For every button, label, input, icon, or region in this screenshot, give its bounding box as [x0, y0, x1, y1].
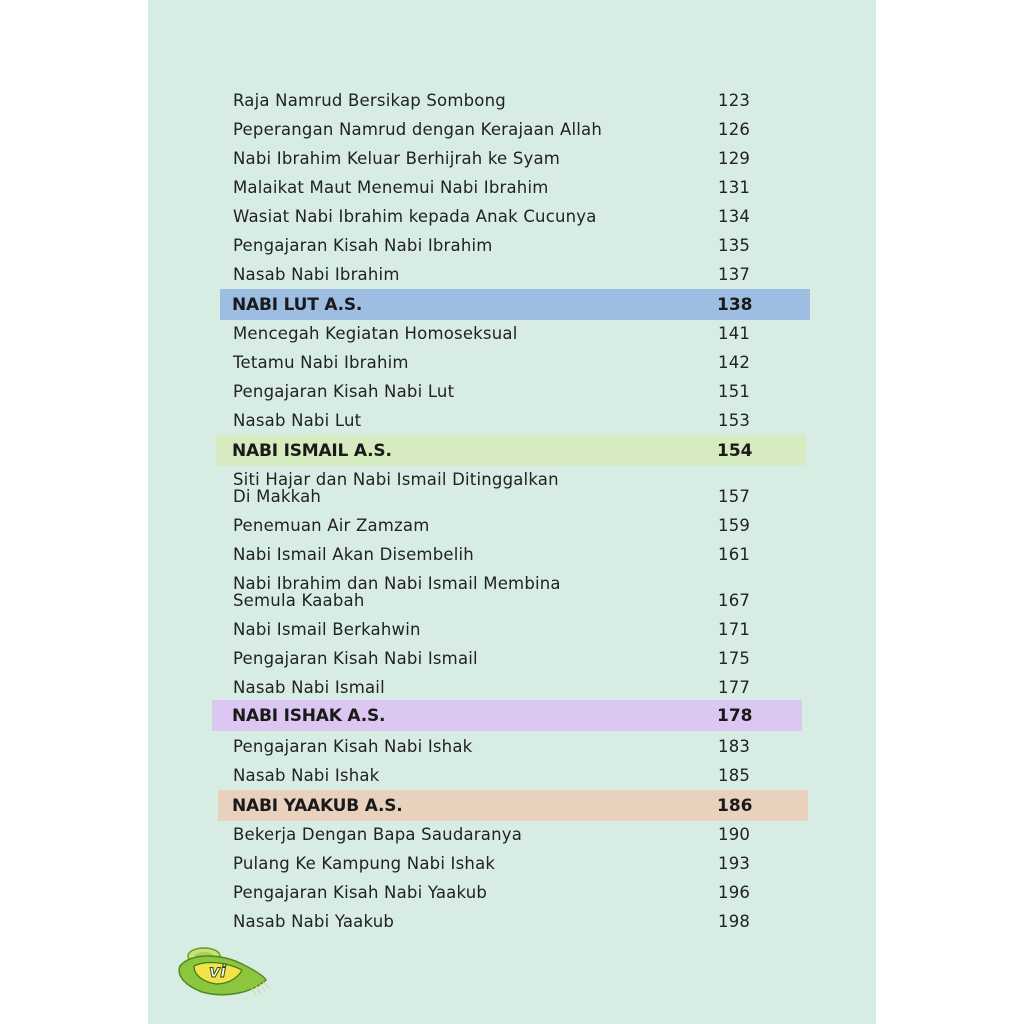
- toc-entry-page: 134: [718, 207, 751, 226]
- toc-entry-title: Wasiat Nabi Ibrahim kepada Anak Cucunya: [233, 207, 597, 226]
- toc-entry-page: 183: [718, 737, 751, 756]
- section-heading-nabi-yaakub[interactable]: [218, 790, 808, 821]
- toc-entry-page: 129: [718, 149, 751, 168]
- toc-entry-title: Nabi Ismail Berkahwin: [233, 620, 421, 639]
- toc-entry-page: 159: [718, 516, 751, 535]
- toc-entry-page: 157: [718, 487, 751, 506]
- toc-entry-page: 190: [718, 825, 751, 844]
- toc-entry-title: Siti Hajar dan Nabi Ismail Ditinggalkan Di Makkah: [233, 470, 559, 506]
- section-title: NABI LUT A.S.: [232, 295, 363, 315]
- toc-entry-title: Nasab Nabi Ibrahim: [233, 265, 400, 284]
- toc-entry-title: Bekerja Dengan Bapa Saudaranya: [233, 825, 523, 844]
- toc-entry[interactable]: [233, 575, 793, 609]
- toc-entry-title: Nasab Nabi Lut: [233, 411, 362, 430]
- toc-entry-title: Mencegah Kegiatan Homoseksual: [233, 324, 518, 343]
- page-number: vi: [209, 962, 226, 982]
- toc-entry-title: Nasab Nabi Ishak: [233, 766, 380, 785]
- toc-entry-page: 185: [718, 766, 751, 785]
- toc-entry-title: Tetamu Nabi Ibrahim: [233, 353, 409, 372]
- toc-entry-title: Pengajaran Kisah Nabi Yaakub: [233, 883, 488, 902]
- section-page: 178: [717, 706, 753, 726]
- toc-entry-title: Nasab Nabi Ismail: [233, 678, 385, 697]
- toc-entry-title: Nasab Nabi Yaakub: [233, 912, 395, 931]
- section-heading-nabi-ishak[interactable]: [212, 700, 802, 731]
- toc-entry-title: Penemuan Air Zamzam: [233, 516, 430, 535]
- toc-entry-title: Malaikat Maut Menemui Nabi Ibrahim: [233, 178, 549, 197]
- toc-entry-title: Pulang Ke Kampung Nabi Ishak: [233, 854, 496, 873]
- section-page: 138: [717, 295, 753, 315]
- toc-entry-title: Pengajaran Kisah Nabi Ibrahim: [233, 236, 493, 255]
- toc-entry-title: Pengajaran Kisah Nabi Ishak: [233, 737, 473, 756]
- toc-entry-page: 151: [718, 382, 751, 401]
- section-title: NABI ISMAIL A.S.: [232, 441, 392, 461]
- toc-entry-title: Peperangan Namrud dengan Kerajaan Allah: [233, 120, 603, 139]
- toc-entry-page: 177: [718, 678, 751, 697]
- toc-entry-page: 161: [718, 545, 751, 564]
- section-heading-nabi-ismail[interactable]: [216, 435, 806, 466]
- toc-entry-title: Nabi Ibrahim dan Nabi Ismail Membina Semula Kaabah: [233, 574, 561, 610]
- section-heading-nabi-lut[interactable]: [220, 289, 810, 320]
- toc-entry-page: 196: [718, 883, 751, 902]
- toc-entry-page: 141: [718, 324, 751, 343]
- toc-entry-page: 198: [718, 912, 751, 931]
- toc-entry-page: 175: [718, 649, 751, 668]
- toc-entry[interactable]: [233, 471, 793, 505]
- toc-entry-page: 193: [718, 854, 751, 873]
- toc-entry-page: 126: [718, 120, 751, 139]
- section-page: 154: [717, 441, 753, 461]
- toc-entry-page: 137: [718, 265, 751, 284]
- toc-entry-page: 123: [718, 91, 751, 110]
- toc-entry-page: 131: [718, 178, 751, 197]
- section-page: 186: [717, 796, 753, 816]
- toc-entry-title: Nabi Ibrahim Keluar Berhijrah ke Syam: [233, 149, 561, 168]
- toc-entry-title: Pengajaran Kisah Nabi Ismail: [233, 649, 478, 668]
- toc-entry-title: Pengajaran Kisah Nabi Lut: [233, 382, 455, 401]
- section-title: NABI ISHAK A.S.: [232, 706, 386, 726]
- toc-entry-page: 135: [718, 236, 751, 255]
- toc-entry-page: 142: [718, 353, 751, 372]
- toc-entry-title: Nabi Ismail Akan Disembelih: [233, 545, 474, 564]
- toc-entry-title: Raja Namrud Bersikap Sombong: [233, 91, 506, 110]
- section-title: NABI YAAKUB A.S.: [232, 796, 403, 816]
- toc-entry-page: 167: [718, 591, 751, 610]
- toc-entry-page: 171: [718, 620, 751, 639]
- page-number-badge: [172, 944, 272, 1004]
- toc-entry-page: 153: [718, 411, 751, 430]
